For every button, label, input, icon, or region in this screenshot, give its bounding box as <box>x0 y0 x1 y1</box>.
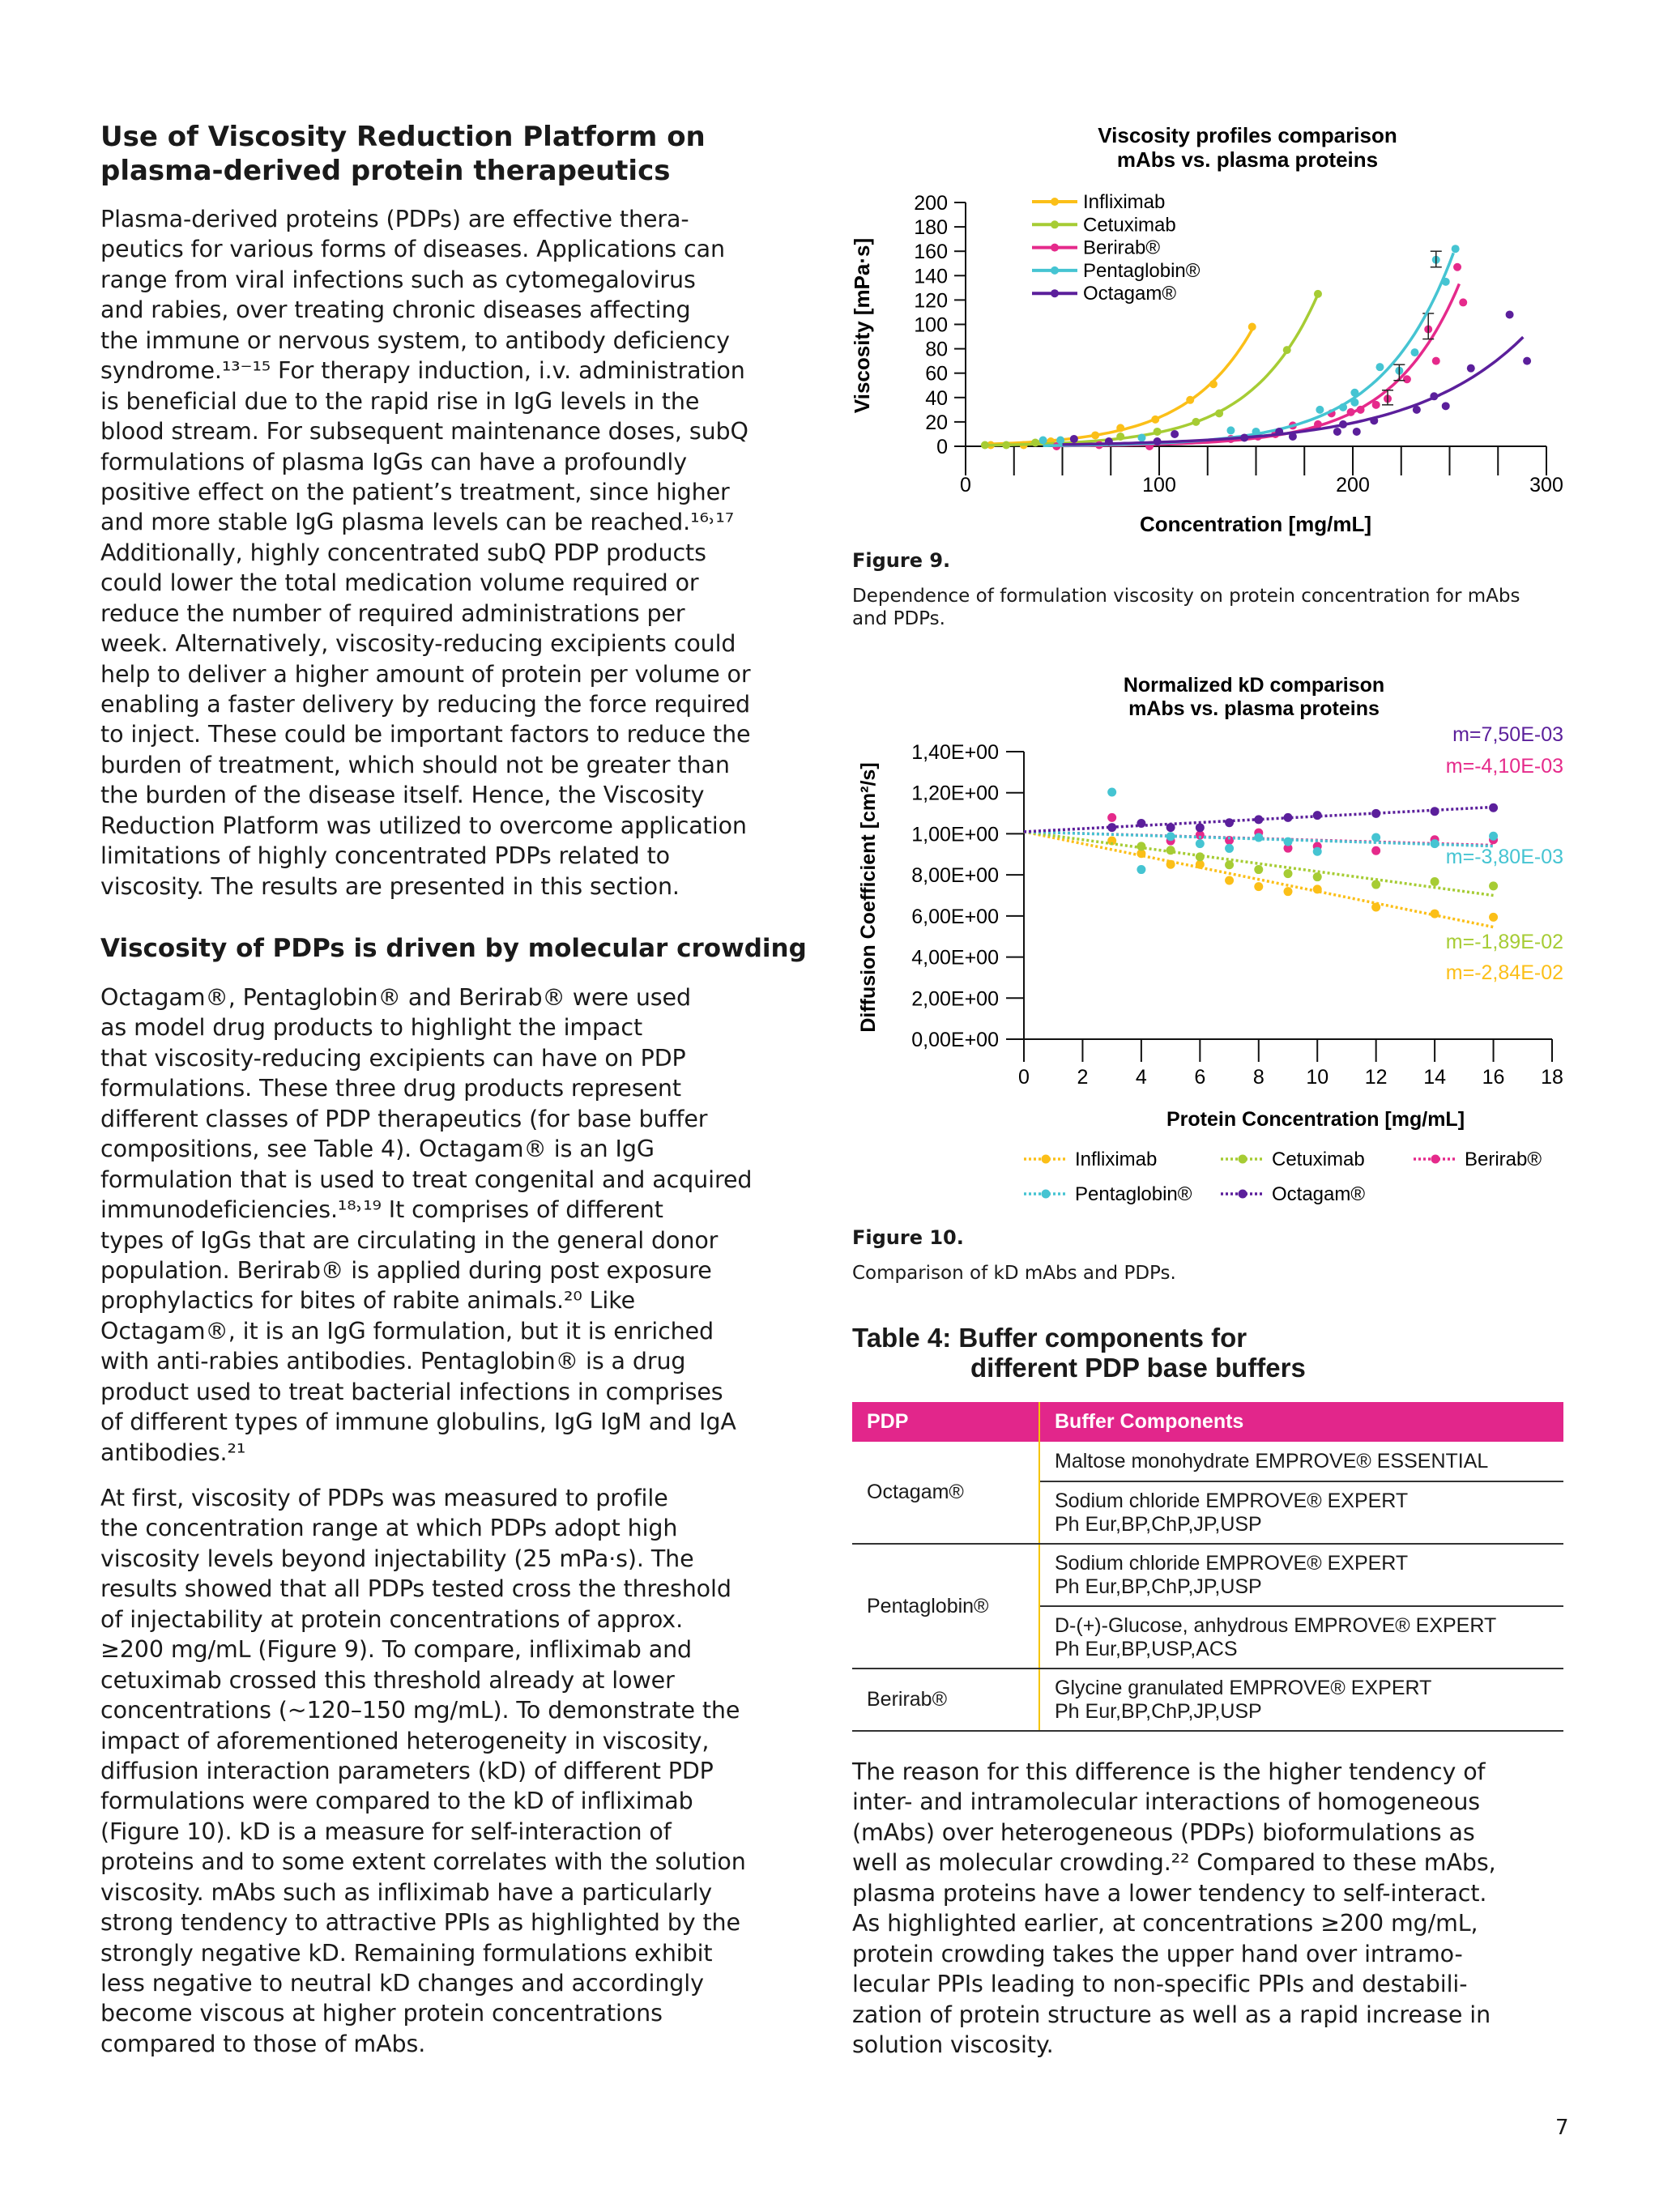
text-line: protein crowding takes the upper hand over intramo- <box>852 1940 1463 1967</box>
pdp-cell: Berirab® <box>852 1669 1039 1731</box>
y-tick-label: 8,00E+00 <box>911 864 999 888</box>
chart-title: mAbs vs. plasma proteins <box>1116 147 1379 172</box>
data-point <box>1283 346 1291 354</box>
y-tick-label: 4,00E+00 <box>911 946 999 970</box>
data-point <box>1371 880 1380 889</box>
data-point <box>1339 403 1347 411</box>
text-line: plasma proteins have a lower tendency to self-interact. <box>852 1879 1487 1907</box>
legend-marker <box>1042 1190 1051 1199</box>
data-point <box>981 441 989 449</box>
data-point <box>1339 420 1347 428</box>
table-title-line: different PDP base buffers <box>970 1353 1306 1383</box>
x-tick-label: 6 <box>1194 1066 1206 1089</box>
data-point <box>1430 392 1438 400</box>
data-point <box>1254 865 1263 874</box>
y-tick-label: 40 <box>925 386 948 410</box>
header-pdp: PDP <box>852 1402 1039 1442</box>
data-point <box>1254 833 1263 842</box>
x-tick-label: 300 <box>1529 474 1563 497</box>
x-axis-label: Protein Concentration [mg/mL] <box>1166 1108 1465 1131</box>
text-line: different classes of PDP therapeutics (for base buffer <box>100 1105 708 1132</box>
text-line: concentrations (~120–150 mg/mL). To demonstrate the <box>100 1697 740 1724</box>
data-point <box>1284 869 1293 878</box>
data-point <box>1442 278 1450 286</box>
data-point <box>1371 902 1380 911</box>
section-heading-line: plasma-derived protein therapeutics <box>100 155 671 187</box>
text-line: formulations. These three drug products represent <box>100 1075 681 1102</box>
subheading: Viscosity of PDPs is driven by molecular crowding <box>100 934 807 963</box>
legend-label: Infliximab <box>1075 1149 1158 1170</box>
data-point <box>1107 787 1116 796</box>
chart-title: Normalized kD comparison <box>1123 674 1385 697</box>
text-line: viscosity. The results are presented in this section. <box>100 872 680 900</box>
text-line: blood stream. For subsequent maintenance doses, subQ <box>100 418 748 445</box>
legend-label: Berirab® <box>1083 237 1161 259</box>
data-point <box>1316 406 1324 414</box>
text-line: the burden of the disease itself. Hence, the Viscosity <box>100 782 705 809</box>
caption-line: and PDPs. <box>852 608 945 629</box>
data-point <box>1240 433 1248 441</box>
text-line: zation of protein structure as well as a rapid increase in <box>852 2001 1491 2028</box>
data-point <box>1289 433 1297 441</box>
data-point <box>1171 430 1179 438</box>
text-line: compared to those of mAbs. <box>100 2030 426 2057</box>
x-tick-label: 18 <box>1541 1066 1563 1089</box>
text-line: inter- and intramolecular interactions of homogeneous <box>852 1788 1481 1816</box>
legend-marker <box>1042 1155 1051 1164</box>
text-line: solution viscosity. <box>852 2031 1054 2058</box>
x-tick-label: 16 <box>1482 1066 1505 1089</box>
data-point <box>1254 815 1263 824</box>
data-point <box>1154 428 1162 436</box>
data-point <box>1523 357 1531 365</box>
data-point <box>1453 263 1461 271</box>
data-point <box>1002 441 1010 449</box>
text-line: viscosity. mAbs such as infliximab have a particularly <box>100 1878 713 1906</box>
legend-marker <box>1051 198 1059 206</box>
data-point <box>1284 887 1293 896</box>
figure-10-caption: Comparison of kD mAbs and PDPs. <box>852 1263 1176 1284</box>
data-point <box>1151 416 1159 424</box>
discussion-paragraph <box>852 1757 1496 2060</box>
text-line: As highlighted earlier, at concentrations ≥200 mg/mL, <box>852 1910 1478 1937</box>
text-line: impact of aforementioned heterogeneity in viscosity, <box>100 1727 710 1754</box>
data-point <box>1357 406 1365 414</box>
x-tick-label: 200 <box>1336 474 1370 497</box>
intro-paragraph <box>100 204 751 901</box>
data-point <box>1489 913 1498 922</box>
y-tick-label: 120 <box>914 289 948 313</box>
legend-marker <box>1431 1155 1440 1164</box>
component-grades: Ph Eur,BP,ChP,JP,USP <box>1055 1575 1262 1598</box>
component-name: Sodium chloride EMPROVE® EXPERT <box>1055 1489 1409 1512</box>
component-cell <box>1039 1606 1563 1669</box>
data-point <box>1313 884 1322 893</box>
figure-9-label: Figure 9. <box>852 549 951 572</box>
text-line: At first, viscosity of PDPs was measured to profile <box>100 1485 668 1511</box>
text-line: formulations of plasma IgGs can have a profoundly <box>100 448 687 475</box>
x-tick-label: 14 <box>1423 1066 1447 1089</box>
data-point <box>1070 435 1078 443</box>
text-line: Octagam®, Pentaglobin® and Berirab® were used <box>100 984 691 1011</box>
data-point <box>1116 433 1124 441</box>
data-point <box>1431 877 1439 886</box>
data-point <box>1489 803 1498 812</box>
data-point <box>1226 426 1235 434</box>
text-line: could lower the total medication volume required or <box>100 569 699 597</box>
text-line: the concentration range at which PDPs adopt high <box>100 1515 678 1542</box>
data-point <box>1442 402 1450 410</box>
data-point <box>1137 433 1145 441</box>
data-point <box>1452 245 1460 253</box>
text-line: prophylactics for bites of rabite animals.²⁰ Like <box>100 1287 636 1315</box>
y-tick-label: 6,00E+00 <box>911 905 999 928</box>
table-header-row <box>852 1402 1563 1442</box>
data-point <box>1403 375 1411 383</box>
y-tick-label: 2,00E+00 <box>911 987 999 1011</box>
text-line: enabling a faster delivery by reducing the force required <box>100 691 751 718</box>
text-line: become viscous at higher protein concentrations <box>100 2000 663 2027</box>
text-line: The reason for this difference is the higher tendency of <box>852 1758 1486 1785</box>
figure-10-label: Figure 10. <box>852 1226 964 1249</box>
text-line: lecular PPIs leading to non-specific PPIs and destabili- <box>852 1971 1468 1998</box>
y-tick-label: 160 <box>914 241 948 264</box>
data-point <box>1105 437 1113 445</box>
text-line: and rabies, over treating chronic diseases affecting <box>100 296 691 324</box>
data-point <box>1209 380 1218 388</box>
legend-marker <box>1239 1155 1247 1164</box>
data-point <box>1166 846 1175 855</box>
table-title-line: Table 4: Buffer components for <box>852 1323 1247 1353</box>
component-grades: Ph Eur,BP,ChP,JP,USP <box>1055 1512 1262 1536</box>
component-name: Glycine granulated EMPROVE® EXPERT <box>1055 1676 1432 1699</box>
text-line: week. Alternatively, viscosity-reducing excipients could <box>100 630 736 658</box>
section-heading <box>100 120 706 188</box>
data-point <box>1196 860 1205 869</box>
data-point <box>1166 860 1175 869</box>
y-axis-label: Diffusion Coefficient [cm²/s] <box>857 762 880 1033</box>
text-line: formulation that is used to treat congenital and acquired <box>100 1166 753 1193</box>
page-number: 7 <box>1555 2116 1569 2140</box>
figure-9-viscosity-chart <box>842 113 1588 567</box>
x-tick-label: 2 <box>1077 1066 1089 1089</box>
text-line: syndrome.¹³⁻¹⁵ For therapy induction, i.v. administration <box>100 357 745 385</box>
component-cell <box>1039 1544 1563 1606</box>
data-point <box>1275 428 1283 436</box>
text-line: that viscosity-reducing excipients can have on PDP <box>100 1044 686 1072</box>
text-line: formulations were compared to the kD of infliximab <box>100 1788 693 1815</box>
text-line: population. Berirab® is applied during post exposure <box>100 1256 712 1284</box>
data-point <box>1353 428 1361 436</box>
y-tick-label: 20 <box>925 411 948 434</box>
data-point <box>1031 438 1039 446</box>
text-line: range from viral infections such as cytomegalovirus <box>100 266 696 293</box>
text-line: Reduction Platform was utilized to overcome application <box>100 812 747 839</box>
data-point <box>1371 809 1380 818</box>
data-point <box>1196 823 1205 832</box>
data-point <box>1459 298 1467 306</box>
y-tick-label: 80 <box>925 338 948 361</box>
x-tick-label: 12 <box>1364 1066 1388 1089</box>
chart-title: mAbs vs. plasma proteins <box>1128 697 1380 720</box>
data-point <box>1413 406 1421 414</box>
data-point <box>1137 842 1145 850</box>
data-point <box>1489 832 1498 841</box>
header-buffer-components: Buffer Components <box>1039 1402 1563 1442</box>
model-products-paragraph <box>100 982 752 1468</box>
legend-label: Pentaglobin® <box>1083 259 1201 282</box>
data-point <box>1333 428 1341 436</box>
text-line: immunodeficiencies.¹⁸˒¹⁹ It comprises of different <box>100 1196 663 1224</box>
legend-label: Pentaglobin® <box>1075 1183 1192 1205</box>
text-line: limitations of highly concentrated PDPs related to <box>100 842 671 870</box>
data-point <box>1314 420 1322 428</box>
legend-label: Octagam® <box>1083 283 1177 305</box>
data-point <box>1350 399 1358 407</box>
data-point <box>1350 389 1358 397</box>
text-line: of injectability at protein concentrations of approx. <box>100 1605 684 1633</box>
legend-marker <box>1051 220 1059 228</box>
data-point <box>1254 882 1263 891</box>
component-cell <box>1039 1442 1563 1481</box>
text-line: reduce the number of required administrations per <box>100 599 685 627</box>
text-line: compositions, see Table 4). Octagam® is an IgG <box>100 1136 655 1163</box>
chart-title: Viscosity profiles comparison <box>1098 123 1397 147</box>
y-axis-label: Viscosity [mPa·s] <box>850 237 874 414</box>
x-tick-label: 8 <box>1252 1066 1265 1089</box>
text-line: positive effect on the patient’s treatment, since higher <box>100 478 730 505</box>
component-grades: Ph Eur,BP,USP,ACS <box>1055 1637 1238 1660</box>
data-point <box>1467 364 1475 373</box>
data-point <box>1215 409 1223 417</box>
data-point <box>1137 819 1145 828</box>
text-line: proteins and to some extent correlates with the solution <box>100 1848 746 1876</box>
data-point <box>1154 437 1162 445</box>
text-line: peutics for various forms of diseases. Applications can <box>100 236 725 263</box>
component-name: Maltose monohydrate EMPROVE® ESSENTIAL <box>1055 1449 1489 1473</box>
text-line: antibodies.²¹ <box>100 1438 246 1466</box>
x-tick-label: 4 <box>1135 1066 1147 1089</box>
text-line: viscosity levels beyond injectability (25 mPa·s). The <box>100 1545 694 1572</box>
text-line: diffusion interaction parameters (kD) of different PDP <box>100 1757 714 1784</box>
buffer-components-table <box>852 1402 1563 1732</box>
text-line: ≥200 mg/mL (Figure 9). To compare, infliximab and <box>100 1636 693 1664</box>
text-line: burden of treatment, which should not be greater than <box>100 751 730 778</box>
data-point <box>1431 839 1439 848</box>
results-paragraph <box>100 1483 746 2059</box>
data-point <box>1506 310 1514 318</box>
data-point <box>1196 852 1205 861</box>
data-point <box>1375 363 1384 371</box>
component-grades: Ph Eur,BP,ChP,JP,USP <box>1055 1699 1262 1723</box>
table-row <box>852 1669 1563 1731</box>
fit-curve-1 <box>985 294 1318 445</box>
data-point <box>1313 811 1322 820</box>
text-line: types of IgGs that are circulating in the general donor <box>100 1226 719 1254</box>
text-line: well as molecular crowding.²² Compared to these mAbs, <box>852 1849 1496 1877</box>
y-tick-label: 1,40E+00 <box>911 741 999 764</box>
data-point <box>1489 881 1498 890</box>
data-point <box>1107 823 1116 832</box>
y-tick-label: 60 <box>925 362 948 386</box>
data-point <box>1284 813 1293 822</box>
data-point <box>1225 860 1234 869</box>
text-line: Octagam®, it is an IgG formulation, but it is enriched <box>100 1317 714 1345</box>
y-tick-label: 0 <box>936 436 948 458</box>
y-tick-label: 180 <box>914 216 948 240</box>
data-point <box>1313 872 1322 881</box>
y-tick-label: 0,00E+00 <box>911 1029 999 1051</box>
text-line: strong tendency to attractive PPIs as highlighted by the <box>100 1909 740 1937</box>
data-point <box>1371 833 1380 842</box>
data-point <box>1225 876 1234 884</box>
text-line: Additionally, highly concentrated subQ PDP products <box>100 539 706 566</box>
data-point <box>1225 844 1234 853</box>
text-line: as model drug products to highlight the impact <box>100 1014 643 1042</box>
slope-label: m=-4,10E-03 <box>1445 755 1563 778</box>
data-point <box>1196 839 1205 848</box>
data-point <box>1431 807 1439 816</box>
component-cell <box>1039 1481 1563 1544</box>
x-tick-label: 0 <box>1018 1066 1030 1089</box>
pdp-cell: Pentaglobin® <box>852 1544 1039 1669</box>
legend-label: Berirab® <box>1465 1149 1542 1170</box>
table-row <box>852 1544 1563 1606</box>
text-line: results showed that all PDPs tested cross the threshold <box>100 1575 731 1603</box>
data-point <box>1314 290 1322 298</box>
data-point <box>1225 818 1234 827</box>
y-tick-label: 1,20E+00 <box>911 782 999 805</box>
text-line: (Figure 10). kD is a measure for self-interaction of <box>100 1818 672 1845</box>
data-point <box>1284 837 1293 846</box>
text-line: (mAbs) over heterogeneous (PDPs) bioformulations as <box>852 1818 1475 1846</box>
slope-label: m=-2,84E-02 <box>1445 961 1563 984</box>
y-tick-label: 140 <box>914 265 948 288</box>
data-point <box>1252 428 1260 436</box>
data-point <box>1410 348 1418 356</box>
data-point <box>1432 357 1440 365</box>
data-point <box>1166 832 1175 841</box>
data-point <box>1347 408 1355 416</box>
component-name: D-(+)-Glucose, anhydrous EMPROVE® EXPERT <box>1055 1613 1497 1637</box>
legend-marker <box>1051 244 1059 252</box>
caption-line: Dependence of formulation viscosity on protein concentration for mAbs <box>852 586 1520 607</box>
legend-label: Cetuximab <box>1272 1149 1365 1170</box>
text-line: help to deliver a higher amount of protein per volume or <box>100 660 751 688</box>
data-point <box>1091 431 1099 439</box>
data-point <box>1248 323 1256 331</box>
x-tick-label: 10 <box>1306 1066 1329 1089</box>
y-tick-label: 200 <box>914 192 948 215</box>
slope-label: m=7,50E-03 <box>1452 723 1563 746</box>
trend-line-0 <box>1024 832 1494 927</box>
section-heading-line: Use of Viscosity Reduction Platform on <box>100 121 706 153</box>
data-point <box>1372 401 1380 409</box>
slope-label: m=-3,80E-03 <box>1445 846 1563 868</box>
legend-marker <box>1051 266 1059 275</box>
table-row <box>852 1442 1563 1481</box>
figure-9-caption <box>852 585 1520 630</box>
slope-label: m=-1,89E-02 <box>1445 931 1563 953</box>
x-axis-label: Concentration [mg/mL] <box>1140 512 1371 536</box>
text-line: less negative to neutral kD changes and accordingly <box>100 1970 704 1997</box>
data-point <box>1371 846 1380 855</box>
data-point <box>1116 424 1124 432</box>
data-point <box>1186 396 1194 404</box>
text-line: with anti-rabies antibodies. Pentaglobin® is a drug <box>100 1348 686 1375</box>
data-point <box>1056 436 1064 444</box>
legend-marker <box>1051 289 1059 297</box>
text-line: and more stable IgG plasma levels can be reached.¹⁶˒¹⁷ <box>100 509 735 536</box>
data-point <box>1313 847 1322 856</box>
legend-label: Infliximab <box>1083 191 1166 213</box>
component-cell <box>1039 1669 1563 1731</box>
x-tick-label: 0 <box>960 474 971 497</box>
data-point <box>1137 865 1145 874</box>
legend-marker <box>1239 1190 1247 1199</box>
component-name: Sodium chloride EMPROVE® EXPERT <box>1055 1551 1409 1575</box>
text-line: the immune or nervous system, to antibody deficiency <box>100 326 730 354</box>
data-point <box>1039 436 1047 444</box>
x-tick-label: 100 <box>1142 474 1176 497</box>
y-tick-label: 100 <box>914 313 948 337</box>
figure-10-kd-chart <box>842 664 1588 1223</box>
text-line: cetuximab crossed this threshold already at lower <box>100 1666 675 1694</box>
text-line: is beneficial due to the rapid rise in IgG levels in the <box>100 387 700 415</box>
y-tick-label: 1,00E+00 <box>911 823 999 846</box>
data-point <box>1370 416 1378 424</box>
text-line: to inject. These could be important factors to reduce the <box>100 721 751 748</box>
legend-label: Cetuximab <box>1083 214 1176 237</box>
text-line: of different types of immune globulins, IgG IgM and IgA <box>100 1409 736 1436</box>
data-point <box>1107 813 1116 822</box>
data-point <box>1192 418 1200 426</box>
text-line: product used to treat bacterial infections in comprises <box>100 1378 723 1405</box>
legend-label: Octagam® <box>1272 1183 1366 1205</box>
text-line: Plasma-derived proteins (PDPs) are effective thera- <box>100 206 689 232</box>
pdp-cell: Octagam® <box>852 1442 1039 1544</box>
data-point <box>1431 910 1439 918</box>
table-4-title <box>852 1323 1306 1383</box>
data-point <box>1166 823 1175 832</box>
text-line: strongly negative kD. Remaining formulations exhibit <box>100 1939 713 1967</box>
